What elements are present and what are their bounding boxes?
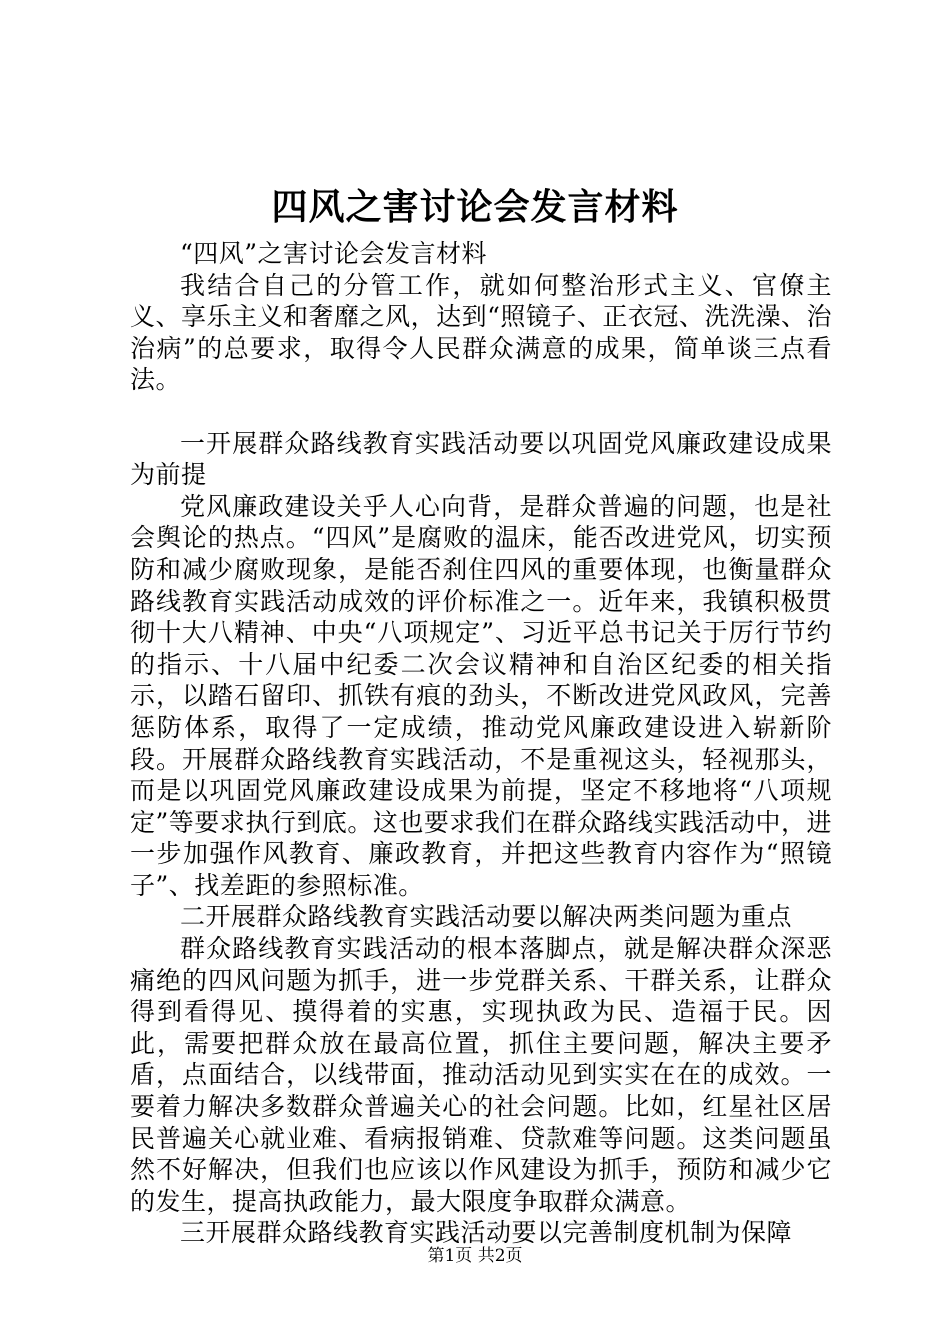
- section-body-1: 党风廉政建设关乎人心向背，是群众普遍的问题，也是社会舆论的热点。“四风”是腐败的温床，能否改进党风，切实预防和减少腐败现象，是能否刹住四风的重要体现，也衡量群众路线教育实践活动成效的评价标准之一。近年来，我镇积极贯彻十大八精神、中央“八项规定”、习近平总书记关于厉行节约的指示、十八届中纪委二次会议精神和自治区纪委的相关指示，以踏石留印、抓铁有痕的劲头，不断改进党风政风，完善惩防体系，取得了一定成绩，推动党风廉政建设进入崭新阶段。开展群众路线教育实践活动，不是重视这头，轻视那头，而是以巩固党风廉政建设成果为前提，坚定不移地将“八项规定”等要求执行到底。这也要求我们在群众路线实践活动中，进一步加强作风教育、廉政教育，并把这些教育内容作为“照镜子”、找差距的参照标准。: [130, 491, 832, 900]
- section-heading-3: 三开展群众路线教育实践活动要以完善制度机制为保障: [180, 1218, 793, 1248]
- document-body: [130, 238, 832, 1249]
- intro-paragraph: 我结合自己的分管工作，就如何整治形式主义、官僚主义、享乐主义和奢靡之风，达到“照镜子、正衣冠、洗洗澡、治治病”的总要求，取得令人民群众满意的成果，简单谈三点看法。: [130, 270, 832, 395]
- section-heading-1: 一开展群众路线教育实践活动要以巩固党风廉政建设成果为前提: [130, 428, 832, 490]
- subtitle-paragraph: “四风”之害讨论会发言材料: [180, 239, 488, 268]
- section-body-2: 群众路线教育实践活动的根本落脚点，就是解决群众深恶痛绝的四风问题为抓手，进一步党群关系、干群关系，让群众得到看得见、摸得着的实惠，实现执政为民、造福于民。因此，需要把群众放在最高位置，抓住主要问题，解决主要矛盾，点面结合，以线带面，推动活动见到实实在在的成效。一要着力解决多数群众普遍关心的社会问题。比如，红星社区居民普遍关心就业难、看病报销难、贷款难等问题。这类问题虽然不好解决，但我们也应该以作风建设为抓手，预防和减少它的发生，提高执政能力，最大限度争取群众满意。: [130, 934, 832, 1216]
- page-number-footer: 第1页 共2页: [427, 1246, 523, 1266]
- document-title: 四风之害讨论会发言材料: [271, 186, 679, 228]
- section-heading-2: 二开展群众路线教育实践活动要以解决两类问题为重点: [180, 902, 793, 932]
